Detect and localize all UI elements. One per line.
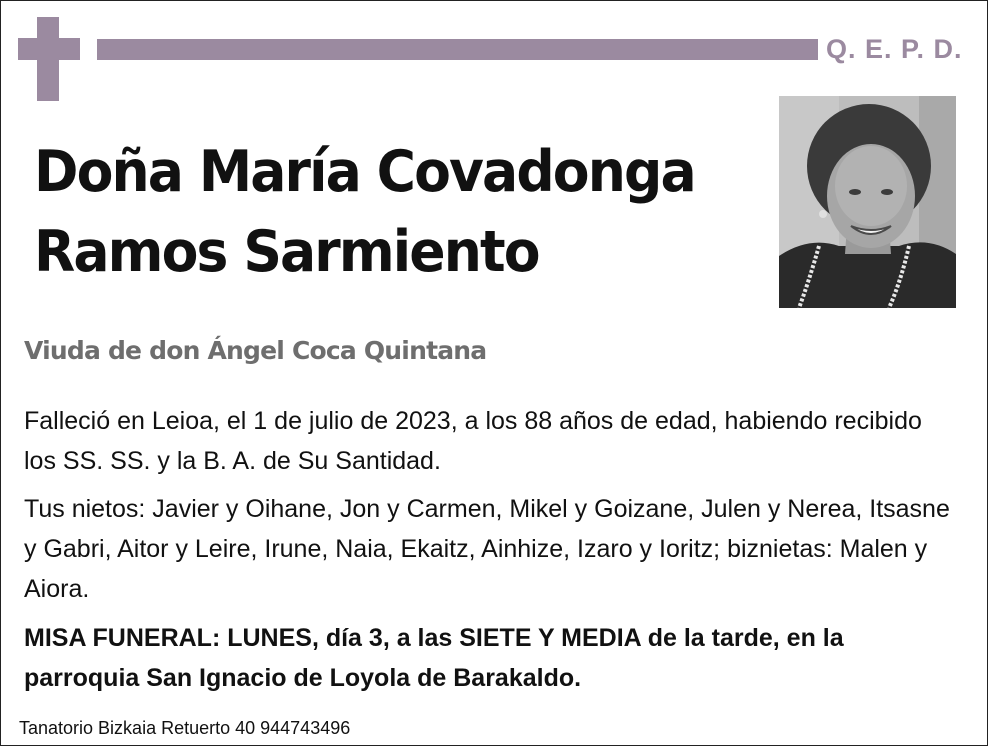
death-notice-paragraph: Falleció en Leioa, el 1 de julio de 2023, a los 88 años de edad, habiendo recibido los SS. SS. y la B. A. de Su Santidad. [24,407,922,475]
funeral-home-footer: Tanatorio Bizkaia Retuerto 40 944743496 [19,718,351,738]
family-paragraph: Tus nietos: Javier y Oihane, Jon y Carmen, Mikel y Goizane, Julen y Nerea, Itsasne y Gabri, Aitor y Leire, Irune, Naia, Ekaitz, Ainhize, Izaro y Ioritz; biznietas: Malen y Aiora. [24,495,950,603]
cross-horizontal-bar [18,38,80,60]
portrait-photo [779,96,956,308]
widow-of-text: Viuda de don Ángel Coca Quintana [24,336,487,365]
deceased-name [34,132,695,292]
header-rule [97,39,818,60]
qepd-label: Q. E. P. D. [826,34,963,64]
funeral-mass-paragraph: MISA FUNERAL: LUNES, día 3, a las SIETE Y MEDIA de la tarde, en la parroquia San Ignacio de Loyola de Barakaldo. [24,624,844,692]
name-line-2: Ramos Sarmiento [34,219,539,285]
name-line-1: Doña María Covadonga [34,139,695,205]
